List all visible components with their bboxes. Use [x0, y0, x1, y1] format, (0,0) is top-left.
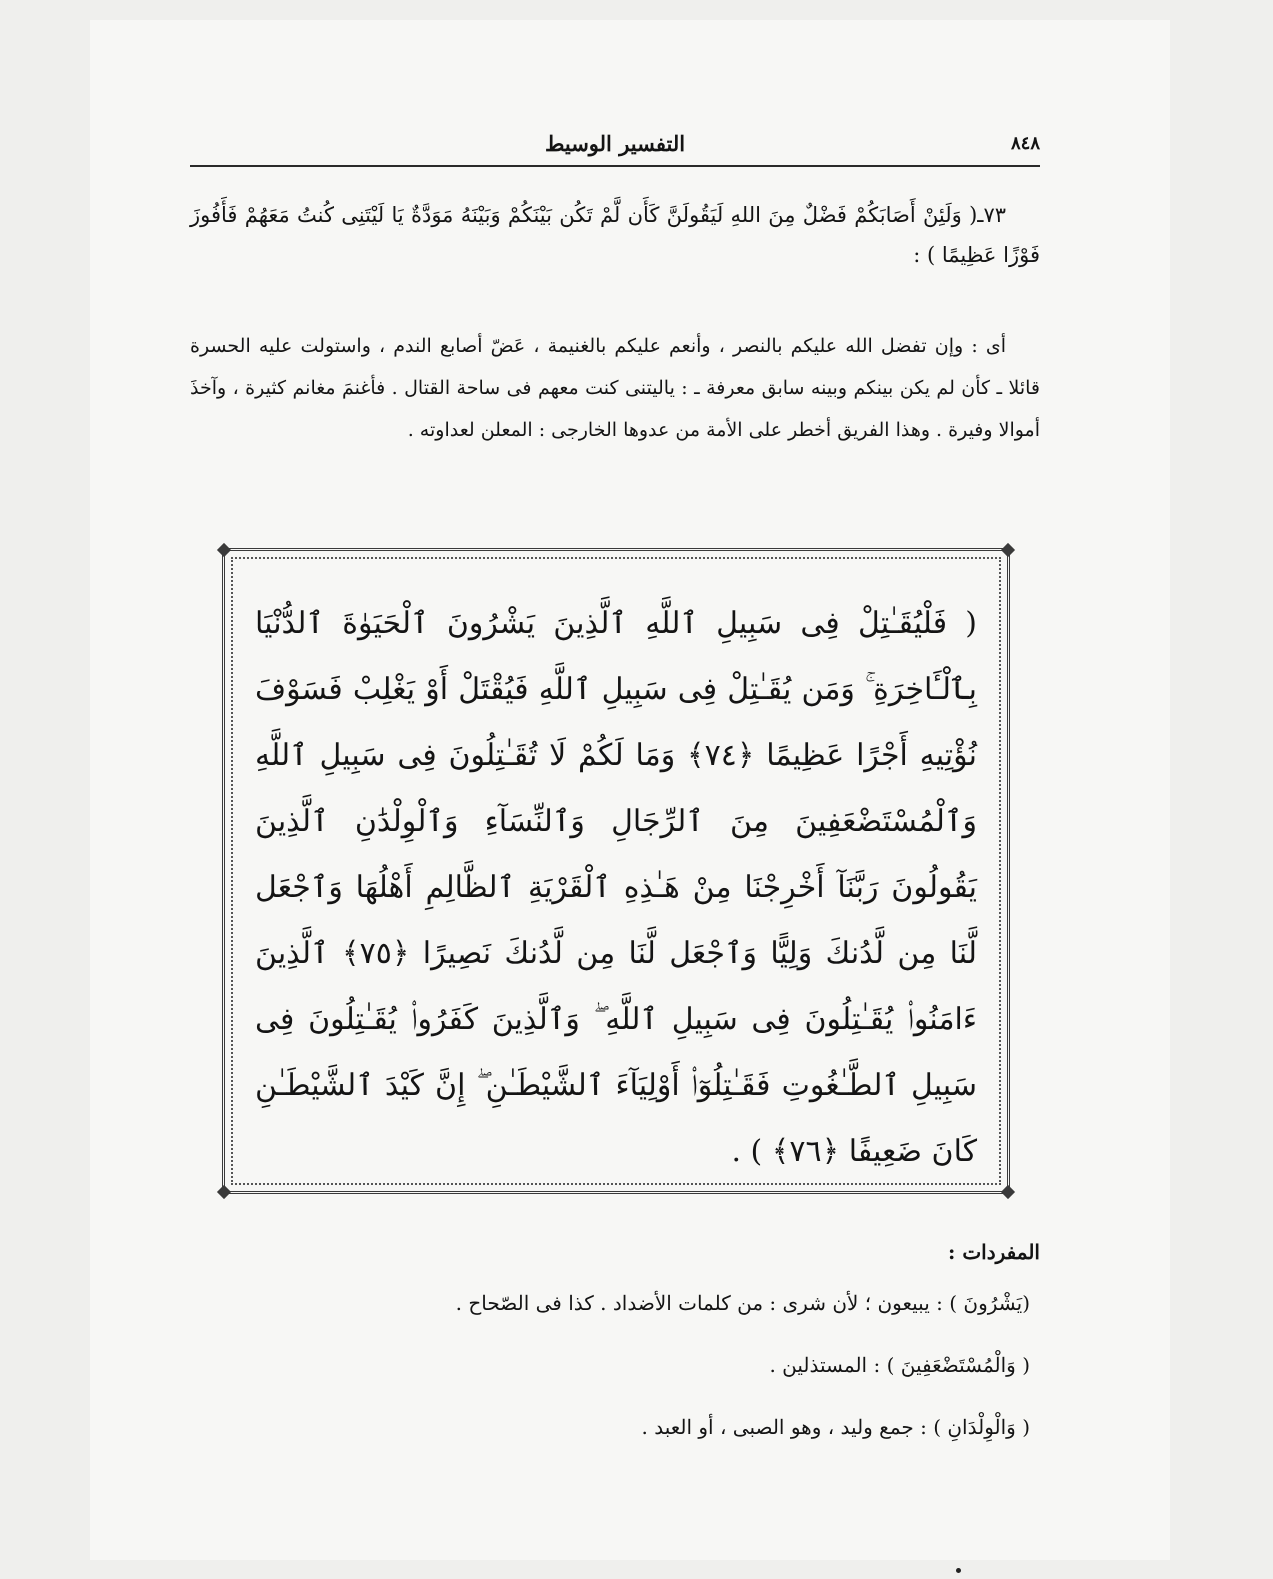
page-dot — [956, 1568, 961, 1573]
quran-verses-frame — [222, 548, 1010, 1194]
page-number: ٨٤٨ — [1010, 133, 1040, 154]
vocabulary-entry: (يَشْرُونَ ) : يبيعون ؛ لأن شرى : من كلمات الأضداد . كذا فى الصّحاح . — [455, 1291, 1030, 1315]
vocabulary-entry: ( وَالْوِلْدَانِ ) : جمع وليد ، وهو الصبى ، أو العبد . — [641, 1415, 1030, 1439]
running-title: التفسير الوسيط — [544, 131, 686, 156]
vocabulary-entry: ( وَالْمُسْتَضْعَفِينَ ) : المستذلين . — [769, 1353, 1030, 1377]
vocabulary-list — [190, 1288, 1030, 1474]
verse-73-heading — [190, 195, 1040, 275]
quran-passage: ( فَلْيُقَـٰتِلْ فِى سَبِيلِ ٱللَّهِ ٱلَّذِينَ يَشْرُونَ ٱلْحَيَوٰةَ ٱلدُّنْيَا بِٱلْـَٔاخِرَةِ ۚ وَمَن يُقَـٰتِلْ فِى سَبِيلِ ٱللَّهِ فَيُقْتَلْ أَوْ يَغْلِبْ فَسَوْفَ نُؤْتِيهِ أَجْرًا عَظِيمًا ﴿٧٤﴾ وَمَا لَكُمْ لَا تُقَـٰتِلُونَ فِى سَبِيلِ ٱللَّهِ وَٱلْمُسْتَضْعَفِينَ مِنَ ٱلرِّجَالِ وَٱلنِّسَآءِ وَٱلْوِلْدَٰنِ ٱلَّذِينَ يَقُولُونَ رَبَّنَآ أَخْرِجْنَا مِنْ هَـٰذِهِ ٱلْقَرْيَةِ ٱلظَّالِمِ أَهْلُهَا وَٱجْعَل لَّنَا مِن لَّدُنكَ وَلِيًّا وَٱجْعَل لَّنَا مِن لَّدُنكَ نَصِيرًا ﴿٧٥﴾ ٱلَّذِينَ ءَامَنُوا۟ يُقَـٰتِلُونَ فِى سَبِيلِ ٱللَّهِ ۖ وَٱلَّذِينَ كَفَرُوا۟ يُقَـٰتِلُونَ فِى سَبِيلِ ٱلطَّـٰغُوتِ فَقَـٰتِلُوٓا۟ أَوْلِيَآءَ ٱلشَّيْطَـٰنِ ۖ إِنَّ كَيْدَ ٱلشَّيْطَـٰنِ كَانَ ضَعِيفًا ﴿٧٦﴾ ) . — [255, 606, 977, 1169]
page-header — [190, 125, 1040, 167]
commentary-text: أى : وإن تفضل الله عليكم بالنصر ، وأنعم عليكم بالغنيمة ، عَضّ أصابع الندم ، واستولت عليه الحسرة قائلا ـ كأن لم يكن بينكم وبينه سابق معرفة ـ : ياليتنى كنت معهم فى ساحة القتال . فأغنمَ مغانم كثيرة ، وآخذَ أموالا وفيرة . وهذا الفريق أخطر على الأمة من عدوها الخارجى : المعلن لعداوته . — [190, 335, 1040, 441]
vocabulary-title: المفردات : — [947, 1240, 1040, 1264]
verse-73-text: ٧٣ـ( وَلَئِنْ أَصَابَكُمْ فَضْلٌ مِنَ اللهِ لَيَقُولَنَّ كَأَن لَّمْ تَكُن بَيْنَكُمْ وَبَيْنَهُ مَوَدَّةٌ يَا لَيْتَنِى كُنتُ مَعَهُمْ فَأَفُوزَ فَوْزًا عَظِيمًا ) : — [190, 203, 1040, 267]
commentary-paragraph — [190, 325, 1040, 451]
